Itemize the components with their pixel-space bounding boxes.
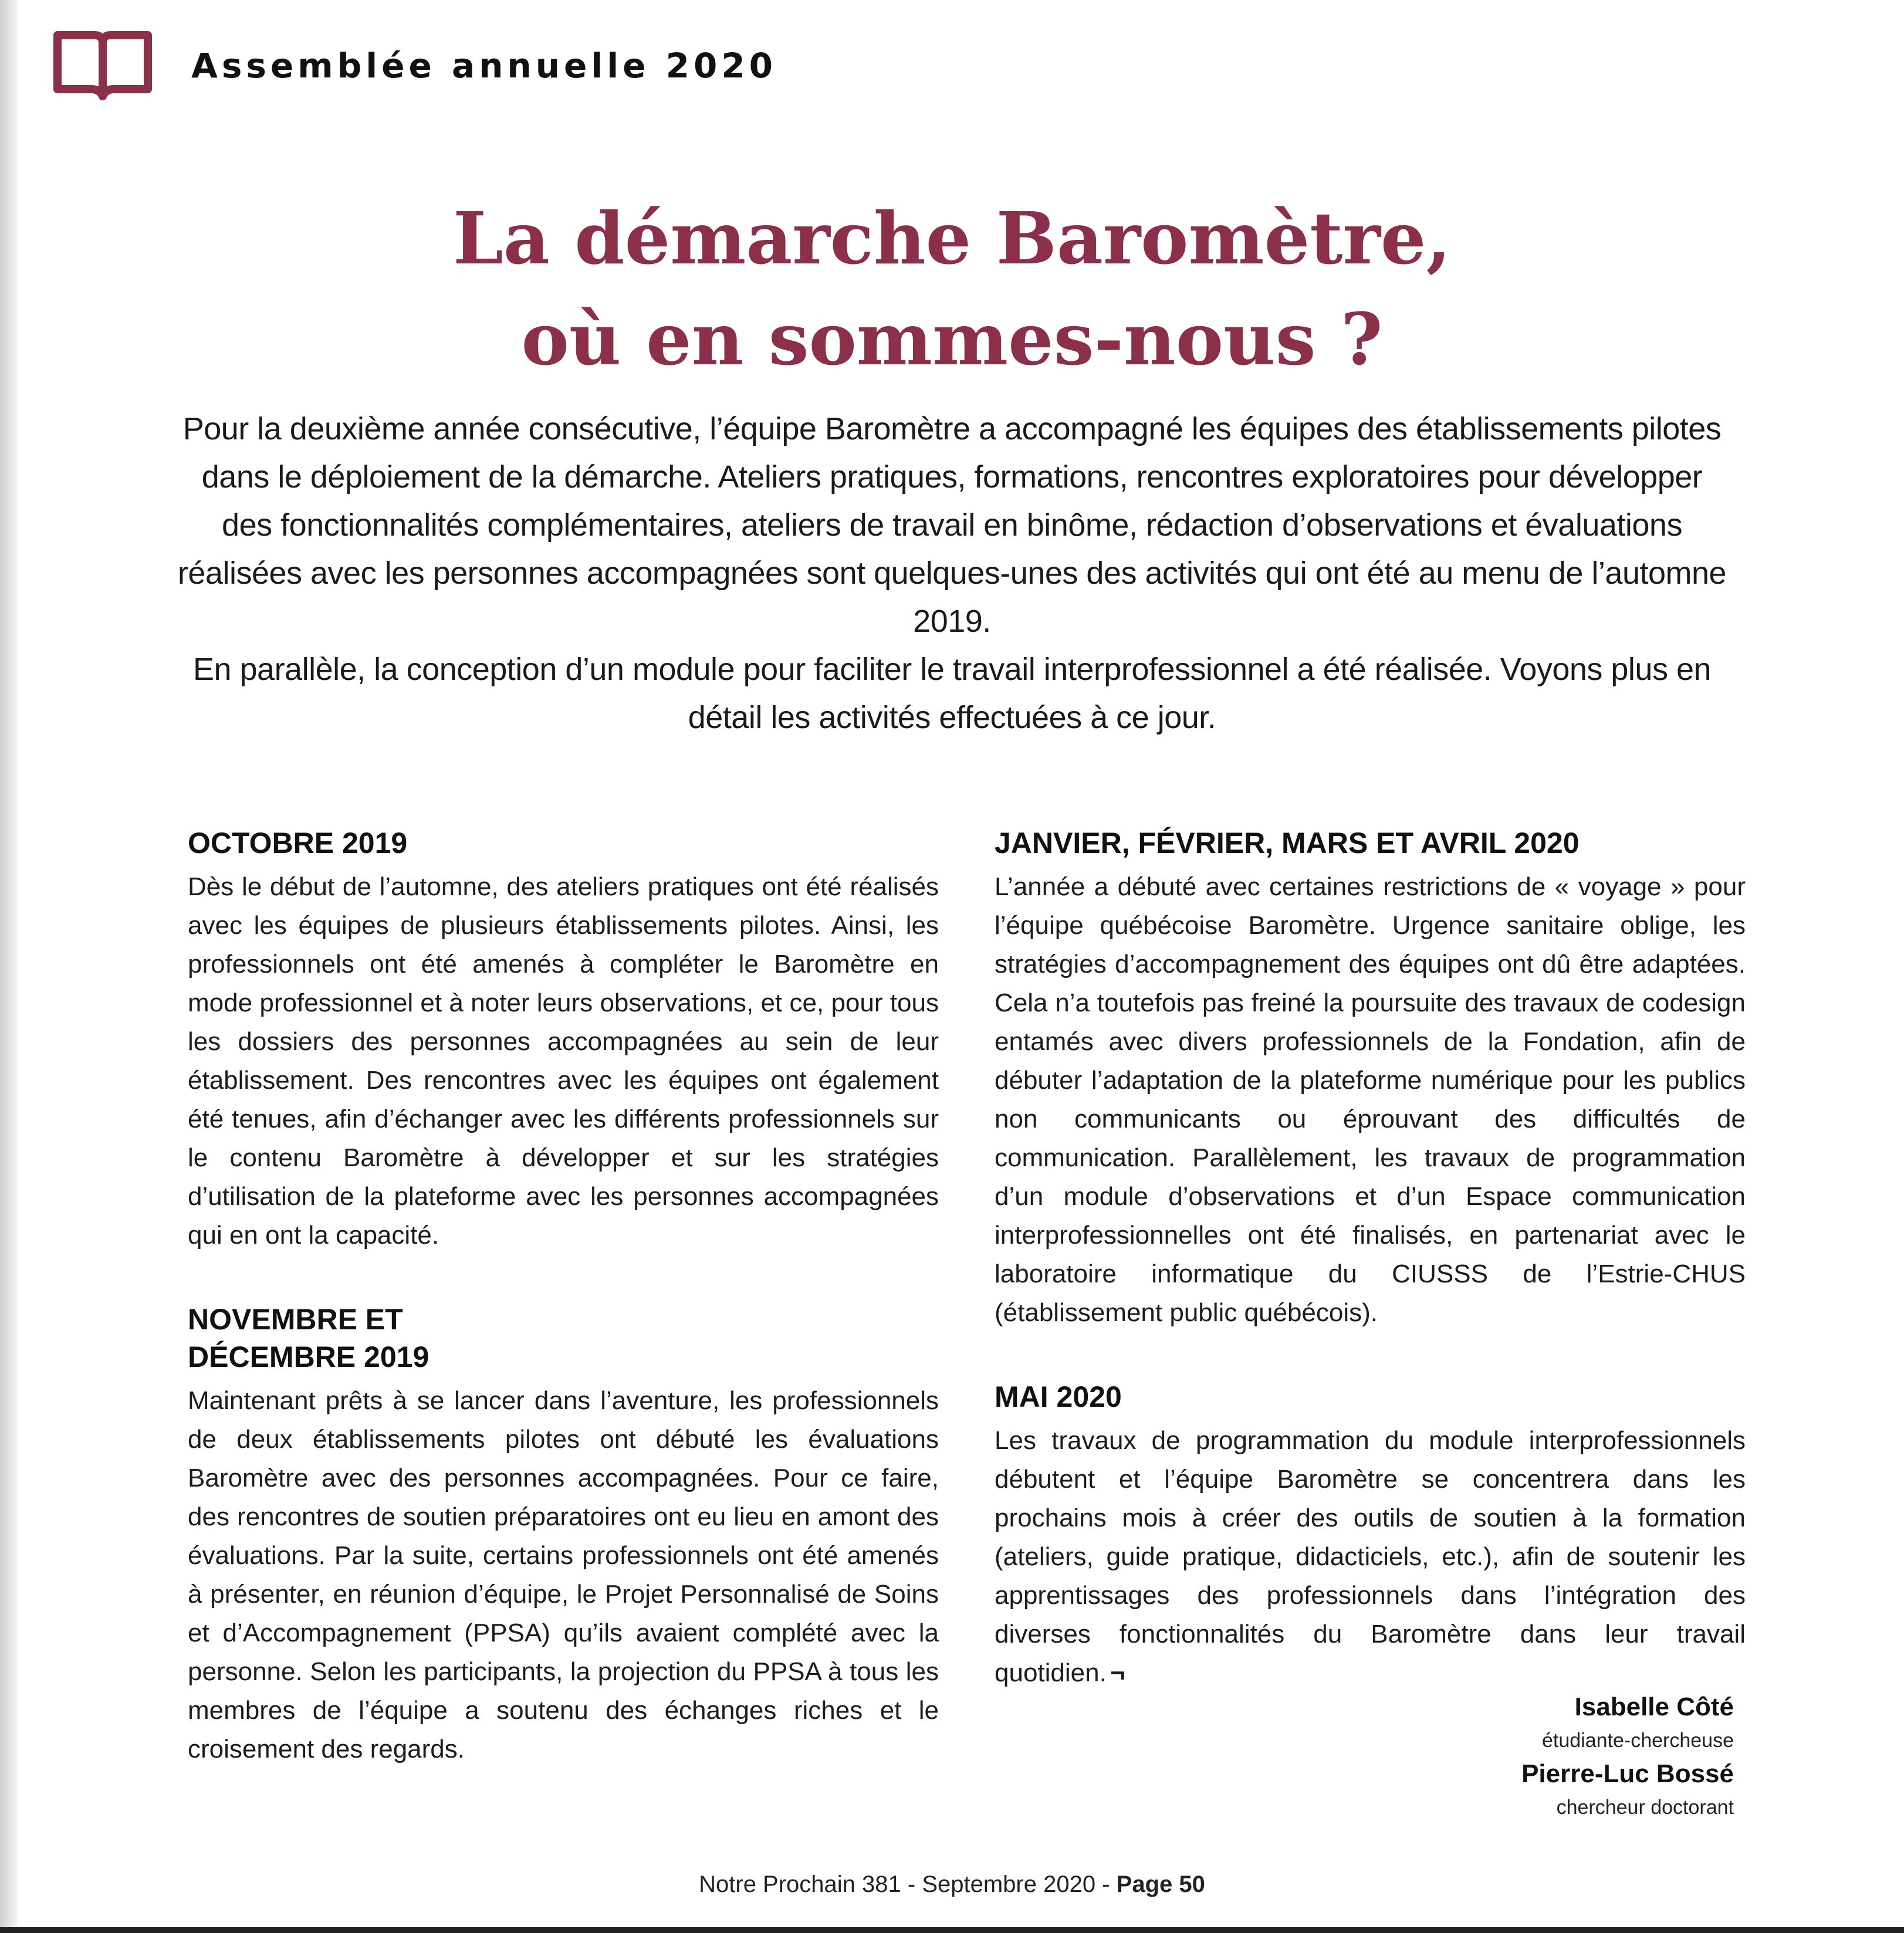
author-name: Pierre-Luc Bossé — [1521, 1759, 1734, 1788]
author-name: Isabelle Côté — [1574, 1692, 1734, 1721]
section-heading: MAI 2020 — [995, 1380, 1122, 1413]
right-column — [995, 824, 1746, 1738]
page-number: Page 50 — [1116, 1871, 1205, 1897]
section-body: Maintenant prêts à se lancer dans l’aventure, les professionnels de deux établissements pilotes ont débuté les évaluations Baromètre avec des personnes accompagnées. Pour ce faire, des rencontres de soutien préparatoires ont eu lieu en amont des évaluations. Par la suite, certains professionnels ont été amenés à présenter, en réunion d’équipe, le Projet Personnalisé de Soins et d’Accompagnement (PPSA) qu’ils avaient complété avec la personne. Selon les participants, la projection du PPSA à tous les membres de l’équipe a soutenu des échanges riches et le croisement des regards. — [188, 1386, 939, 1763]
section-mai-2020 — [995, 1378, 1746, 1692]
section-body — [995, 1421, 1746, 1692]
section-octobre-2019 — [188, 824, 939, 1255]
section-heading: OCTOBRE 2019 — [188, 827, 408, 859]
author-signature — [1521, 1690, 1734, 1823]
section-novembre-decembre-2019 — [188, 1301, 939, 1769]
page-footer — [0, 1871, 1904, 1898]
section-janvier-avril-2020 — [995, 824, 1746, 1332]
section-heading: JANVIER, FÉVRIER, MARS ET AVRIL 2020 — [995, 827, 1580, 859]
page-edge-bottom — [0, 1927, 1904, 1933]
section-heading: NOVEMBRE ET DÉCEMBRE 2019 — [188, 1303, 430, 1373]
author-role: chercheur doctorant — [1556, 1796, 1734, 1819]
header-title: Assemblée annuelle 2020 — [191, 46, 777, 86]
intro-paragraph-2: En parallèle, la conception d’un module pour faciliter le travail interprofessionnel a été réalisée. Voyons plus en détail les activités effectuées à ce jour. — [192, 652, 1712, 735]
section-body: L’année a débuté avec certaines restrictions de « voyage » pour l’équipe québécoise Baromètre. Urgence sanitaire oblige, les stratégies d’accompagnement des équipes ont dû être adaptées. Cela n’a toutefois pas freiné la poursuite des travaux de codesign entamés avec divers professionnels de la Fondation, afin de débuter l’adaptation de la plateforme numérique pour les publics non communicants ou éprouvant des difficultés de communication. Parallèlement, les travaux de programmation d’un module d’observations et d’un Espace communication interprofessionnelles ont été finalisés, en partenariat avec le laboratoire informatique du CIUSSS de l’Estrie-CHUS (établissement public québécois). — [995, 872, 1746, 1327]
intro-lead — [176, 405, 1728, 742]
title-line-1: La démarche Baromètre, — [453, 196, 1451, 280]
end-mark: ¬ — [1110, 1658, 1125, 1687]
section-body: Dès le début de l’automne, des ateliers pratiques ont été réalisés avec les équipes de plusieurs établissements pilotes. Ainsi, les professionnels ont été amenés à compléter le Baromètre en mode professionnel et à noter leurs observations, et ce, pour tous les dossiers des personnes accompagnées au sein de leur établissement. Des rencontres avec les équipes ont également été tenues, afin d’échanger avec les différents professionnels sur le contenu Baromètre à développer et sur les stratégies d’utilisation de la plateforme avec les personnes accompagnées qui en ont la capacité. — [188, 872, 939, 1250]
left-column — [188, 824, 939, 1814]
author-role: étudiante-chercheuse — [1541, 1729, 1734, 1752]
article-title — [0, 188, 1904, 390]
footer-publication: Notre Prochain 381 - Septembre 2020 - — [699, 1871, 1110, 1897]
book-icon — [53, 31, 153, 101]
section-body-text: Les travaux de programmation du module interprofessionnels débutent et l’équipe Baromètre se concentrera dans les prochains mois à créer des outils de soutien à la formation (ateliers, guide pratique, didacticiels, etc.), afin de soutenir les apprentissages des professionnels dans l’intégration des diverses fonctionnalités du Baromètre dans leur travail quotidien. — [995, 1426, 1746, 1687]
intro-paragraph-1: Pour la deuxième année consécutive, l’équipe Baromètre a accompagné les équipes des établissements pilotes dans le déploiement de la démarche. Ateliers pratiques, formations, rencontres exploratoires pour développer des fonctionnalités complémentaires, ateliers de travail en binôme, rédaction d’observations et évaluations réalisées avec les personnes accompagnées sont quelques-unes des activités qui ont été au menu de l’automne 2019. — [177, 411, 1727, 639]
page-header — [53, 31, 777, 101]
title-line-2: où en sommes-nous ? — [521, 297, 1383, 381]
